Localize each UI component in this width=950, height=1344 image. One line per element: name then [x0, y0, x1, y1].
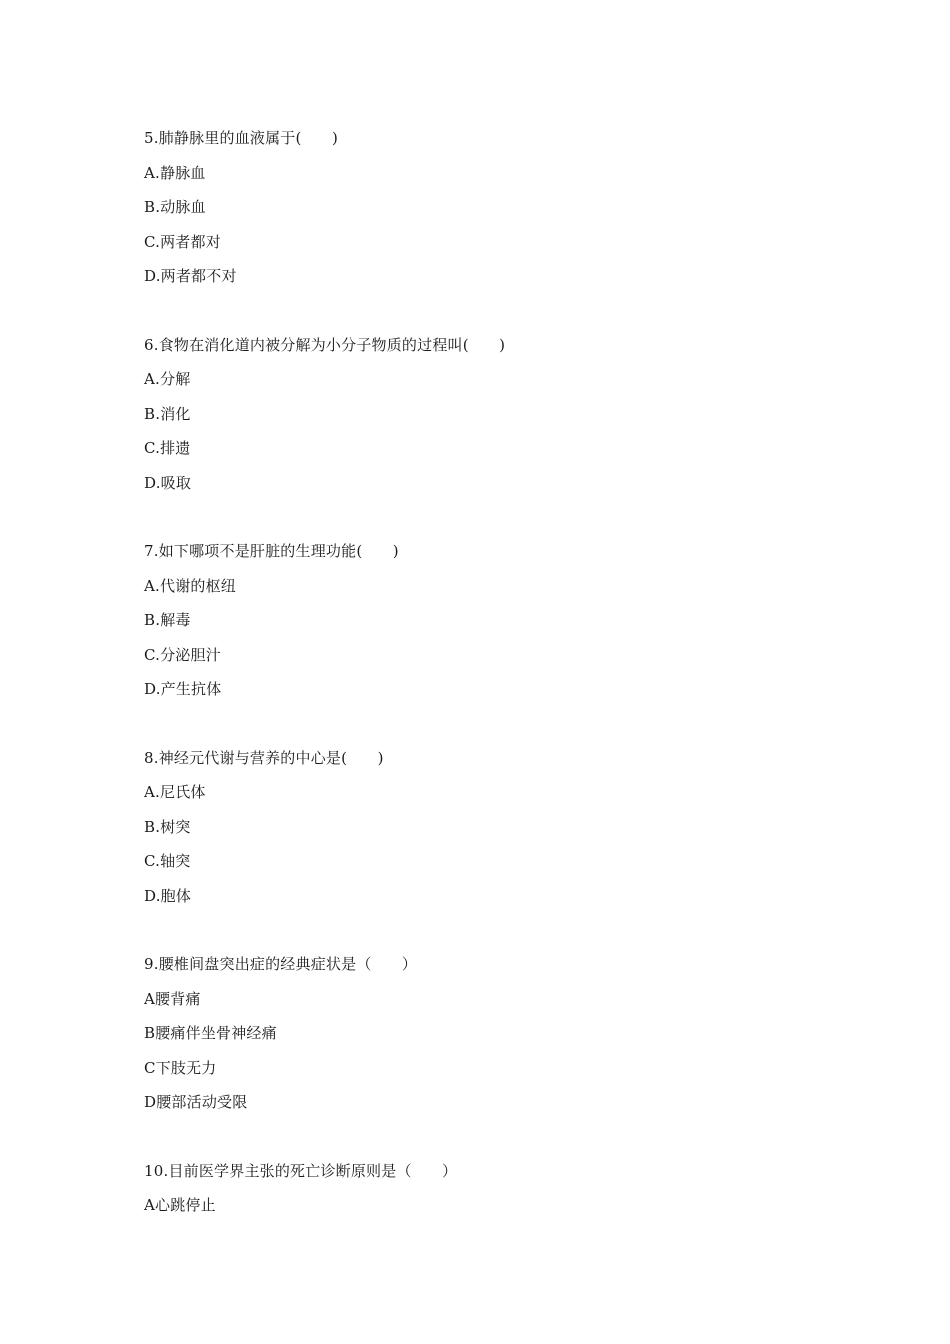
option-a: A.代谢的枢纽 — [144, 576, 237, 595]
question-stem: 10.目前医学界主张的死亡诊断原则是（ ） — [144, 1161, 458, 1180]
question-6 — [144, 331, 844, 504]
option-c: C.排遗 — [144, 439, 191, 457]
option-c: C.轴突 — [144, 852, 191, 870]
question-stem: 5.肺静脉里的血液属于( ) — [144, 129, 339, 147]
option-d: D腰部活动受限 — [144, 1093, 248, 1111]
option-c: C.两者都对 — [144, 232, 221, 251]
question-9 — [144, 950, 844, 1123]
option-c: C.分泌胆汁 — [144, 645, 221, 664]
question-10 — [144, 1157, 844, 1226]
option-a: A腰背痛 — [144, 989, 201, 1008]
option-b: B.解毒 — [144, 611, 191, 629]
question-stem: 8.神经元代谢与营养的中心是( ) — [144, 748, 384, 767]
question-list — [144, 124, 844, 1260]
option-a: A.分解 — [144, 370, 191, 388]
option-d: D.胞体 — [144, 886, 192, 905]
option-d: D.两者都不对 — [144, 267, 237, 285]
question-stem: 7.如下哪项不是肝脏的生理功能( ) — [144, 542, 399, 560]
question-8 — [144, 744, 844, 917]
option-b: B.消化 — [144, 404, 191, 423]
option-a: A心跳停止 — [144, 1196, 216, 1214]
option-d: D.产生抗体 — [144, 680, 222, 698]
option-b: B.动脉血 — [144, 198, 206, 216]
question-stem: 6.食物在消化道内被分解为小分子物质的过程叫( ) — [144, 335, 506, 354]
option-c: C下肢无力 — [144, 1058, 217, 1077]
option-b: B.树突 — [144, 817, 191, 836]
question-5 — [144, 124, 844, 297]
option-d: D.吸取 — [144, 473, 192, 492]
option-a: A.尼氏体 — [144, 783, 206, 801]
option-b: B腰痛伴坐骨神经痛 — [144, 1024, 277, 1042]
question-stem: 9.腰椎间盘突出症的经典症状是（ ） — [144, 955, 418, 973]
option-a: A.静脉血 — [144, 163, 206, 182]
question-7 — [144, 537, 844, 710]
